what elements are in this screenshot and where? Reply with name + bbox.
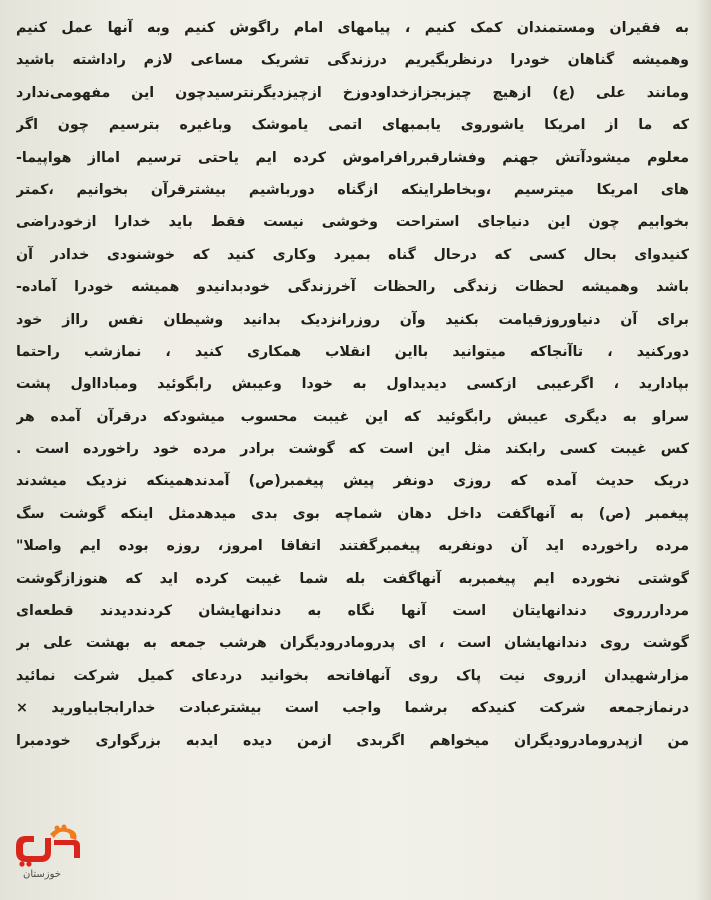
navid-shahed-watermark-logo	[2, 824, 84, 890]
navid-shahed-logo-icon	[10, 824, 82, 868]
letter-line: برای آن دنیاوروزقیامت بکنید وآن روزرانزدیک بدانید وشیطان نفس رااز خود	[16, 311, 689, 328]
letter-line: باشد وهمیشه لحظات زندگی رالحظات آخرزندگی خودبدانیدو همیشه خودرا آماده-	[16, 279, 689, 296]
letter-line: پیغمبر (ص) به آنهاگفت داخل دهان شماچه بوی بدی میدهدمثل اینکه گوشت سگ	[16, 505, 689, 522]
letter-line: کنیدوای بحال کسی که درحال گناه بمیرد وکاری کنید که خوشنودی خدادر آن	[16, 246, 689, 263]
letter-line: وهمیشه گناهان خودرا درنظربگیریم درزندگی تشریک مساعی لازم راداشته باشید	[16, 52, 689, 69]
letter-line: مرده راخورده اید آن دونفربه پیغمبرگفتند اتفاقا امروز، روزه بوده ایم واصلا"	[16, 538, 689, 555]
letter-line: دورکنید ، تاآنجاکه میتوانید بااین انقلاب همکاری کنید ، نمازشب راحتما	[16, 343, 689, 360]
letter-line: درنمازجمعه شرکت کنیدکه برشما واجب است بیشترعبادت خدارابجابیاورید ×	[16, 700, 689, 717]
letter-line: گوشتی نخورده ایم پیغمبربه آنهاگفت بله شما غیبت کرده اید که هنوزازگوشت	[16, 570, 689, 587]
letter-line: سراو به دیگری عیبش رابگوئید که این غیبت محسوب میشودکه درقرآن آمده هر	[16, 408, 689, 425]
letter-line: کس غیبت کسی رابکند مثل این است که گوشت برادر مرده خود راخورده است .	[16, 441, 689, 458]
letter-line: های امریکا میترسیم ،وبخاطراینکه ازگناه دورباشیم بیشترقرآن بخوانیم ،کمتر	[16, 181, 689, 198]
paper-edge-shadow	[695, 0, 711, 900]
letter-line: من ازپدرومادرودیگران میخواهم اگربدی ازمن دیده ایدبه بزرگواری خودمبرا	[16, 732, 689, 749]
letter-line: گوشت روی دندانهایشان است ، ای پدرومادرودیگران هرشب جمعه به بهشت علی بر	[16, 635, 689, 652]
letter-line: مرداررروی دندانهایتان است آنها نگاه به دندانهایشان کردنددیدند قطعه‌ای	[16, 603, 689, 620]
handwritten-letter-body	[16, 12, 689, 872]
letter-line: که ما از امریکا یاشوروی یابمبهای اتمی یاموشک وباغیره بترسیم چون اگر	[16, 117, 689, 134]
letter-line: بخوابیم چون این دنیاجای استراحت وخوشی نیست فقط باید خدارا ازخودراضی	[16, 214, 689, 231]
letter-line: ومانند علی (ع) ازهیچ چیزبجزازخداودوزخ ازچیزدیگرنترسیدچون این مفهومی‌ندارد	[16, 84, 689, 101]
logo-subtitle: خوزستان	[23, 869, 61, 880]
letter-line: بپادارید ، اگرعیبی ازکسی دیدیداول به خودا وعیبش رابگوئید ومبادااول پشت	[16, 376, 689, 393]
letter-line: دریک حدیث آمده که روزی دونفر پیش پیغمبر(ص) آمدندهمینکه نزدیک میشدند	[16, 473, 689, 490]
letter-line: معلوم میشودآتش جهنم وفشارقبررافراموش کرده ایم یاحتی ترسیم امااز هواپیما-	[16, 149, 689, 166]
letter-line: مزارشهیدان ازروی نیت پاک روی آنهافاتحه بخوانید دردعای کمیل شرکت نمائید	[16, 667, 689, 684]
letter-line: به فقیران ومستمندان کمک کنیم ، پیامهای امام راگوش کنیم وبه آنها عمل کنیم	[16, 20, 689, 36]
